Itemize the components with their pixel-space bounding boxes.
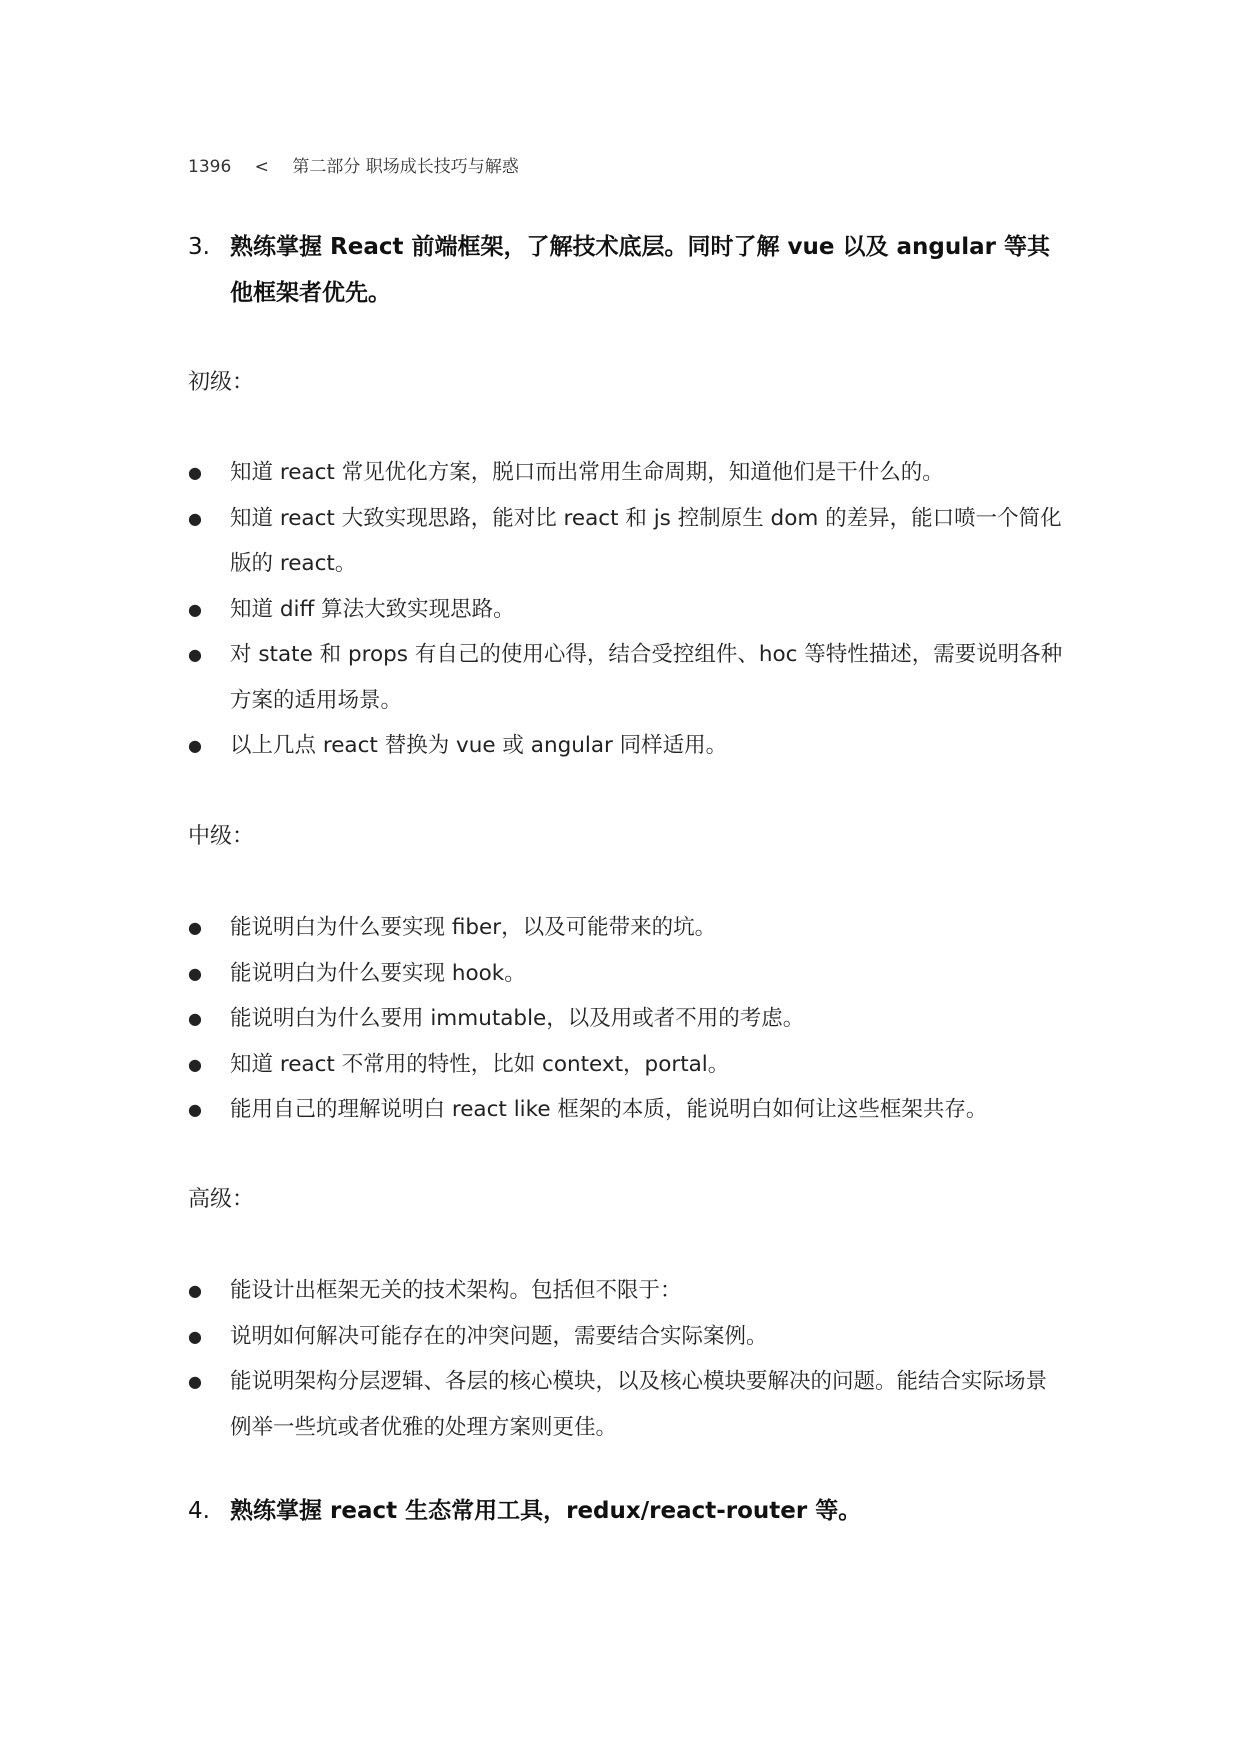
list-item: ● 能用自己的理解说明白 react like 框架的本质，能说明白如何让这些框架共存。 <box>188 1087 1068 1133</box>
bullet-icon: ● <box>188 1326 202 1346</box>
list-item: ● 能说明白为什么要实现 fiber，以及可能带来的坑。 <box>188 905 1068 951</box>
bullet-icon: ● <box>188 1281 202 1300</box>
list-item: ● 知道 react 常见优化方案，脱口而出常用生命周期，知道他们是干什么的。 <box>188 450 1068 496</box>
heading-text: 熟练掌握 React 前端框架，了解技术底层。同时了解 vue 以及 angular 等其他框架者优先。 <box>230 234 1050 306</box>
senior-label: 高级： <box>188 1187 255 1212</box>
bullet-icon: ● <box>188 599 202 619</box>
section-title: 第二部分 职场成长技巧与解惑 <box>292 157 519 177</box>
intermediate-list <box>188 905 1068 1133</box>
list-item: ● 知道 react 大致实现思路，能对比 react 和 js 控制原生 dom 的差异，能口喷一个简化版的 react。 <box>188 496 1068 587</box>
bullet-icon: ● <box>188 463 202 482</box>
list-item: ● 能说明白为什么要实现 hook。 <box>188 951 1068 997</box>
bullet-icon: ● <box>188 1100 202 1119</box>
bullet-icon: ● <box>188 963 202 983</box>
bullet-icon: ● <box>188 1372 202 1391</box>
running-header <box>188 152 519 177</box>
list-item: ● 知道 react 不常用的特性，比如 context，portal。 <box>188 1042 1068 1088</box>
list-item: ● 说明如何解决可能存在的冲突问题，需要结合实际案例。 <box>188 1314 1068 1360</box>
intermediate-label: 中级： <box>188 824 255 849</box>
heading-number: 3. <box>188 234 210 260</box>
heading-number: 4. <box>188 1498 210 1524</box>
heading-text: 熟练掌握 react 生态常用工具，redux/react-router 等。 <box>230 1498 862 1524</box>
list-item: ● 知道 diff 算法大致实现思路。 <box>188 587 1068 633</box>
heading-section-4 <box>188 1488 1068 1534</box>
junior-label: 初级： <box>188 370 255 395</box>
junior-list <box>188 450 1068 769</box>
page-number: 1396 <box>188 157 232 177</box>
heading-section-3 <box>188 224 1068 316</box>
senior-list <box>188 1268 1068 1450</box>
list-item: ● 能说明白为什么要用 immutable，以及用或者不用的考虑。 <box>188 996 1068 1042</box>
header-separator: < <box>254 157 269 177</box>
bullet-icon: ● <box>188 918 202 937</box>
list-item: ● 能说明架构分层逻辑、各层的核心模块，以及核心模块要解决的问题。能结合实际场景例举一些坑或者优雅的处理方案则更佳。 <box>188 1359 1068 1450</box>
bullet-icon: ● <box>188 736 202 755</box>
list-item: ● 以上几点 react 替换为 vue 或 angular 同样适用。 <box>188 723 1068 769</box>
bullet-icon: ● <box>188 508 202 528</box>
bullet-icon: ● <box>188 645 202 664</box>
bullet-icon: ● <box>188 1054 202 1074</box>
list-item: ● 能设计出框架无关的技术架构。包括但不限于： <box>188 1268 1068 1314</box>
bullet-icon: ● <box>188 1009 202 1028</box>
list-item: ● 对 state 和 props 有自己的使用心得，结合受控组件、hoc 等特性描述，需要说明各种方案的适用场景。 <box>188 632 1068 723</box>
